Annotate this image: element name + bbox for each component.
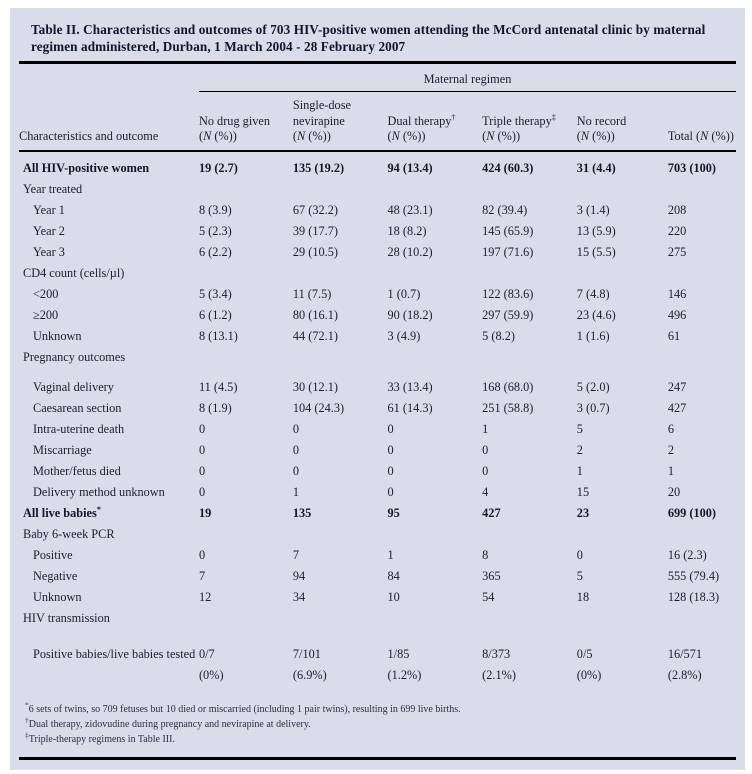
cell: 703 (100) [667, 160, 716, 175]
table-title: Table II. Characteristics and outcomes of 703 HIV-positive women attending the McCord antenatal clinic by maternal regimen administered, Durban, 1 March 2004 - 28 February 2007 [31, 22, 706, 54]
cell: 16/571 [667, 646, 703, 661]
cell: 12 [198, 589, 212, 604]
cell [482, 608, 577, 629]
n-pct-label: (N (%)) [482, 129, 521, 143]
row-label: Pregnancy outcomes [23, 349, 126, 364]
cell: 48 (23.1) [387, 202, 433, 217]
cell: 5 (3.4) [198, 286, 232, 301]
row-label: Caesarean section [33, 400, 122, 415]
table-row [19, 587, 736, 608]
table-row [19, 242, 736, 263]
cell [577, 524, 668, 545]
row-label: Year 2 [33, 223, 65, 238]
cell: 7 (4.8) [576, 286, 610, 301]
double-dagger-mark: ‡ [551, 111, 556, 122]
cell: 0 [387, 484, 394, 499]
cell: 0 [482, 463, 489, 478]
cell [388, 524, 483, 545]
row-label: Miscarriage [33, 442, 92, 457]
col-header-characteristics: Characteristics and outcome [19, 92, 199, 151]
cell: 6 [667, 421, 674, 436]
cell: 220 [667, 223, 687, 238]
cell [668, 524, 736, 545]
cell: 1/85 [387, 646, 410, 661]
cell [293, 263, 388, 284]
cell [577, 263, 668, 284]
cell: 251 (58.8) [482, 400, 534, 415]
cell: 28 (10.2) [387, 244, 433, 259]
cell: 5 [576, 421, 583, 436]
footnote: †Dual therapy, zidovudine during pregnancy and nevirapine at delivery. [25, 715, 311, 730]
cell: 95 [387, 505, 400, 520]
maternal-regimen-header: Maternal regimen [199, 64, 736, 92]
row-label: Negative [33, 568, 78, 583]
cell: 145 (65.9) [482, 223, 534, 238]
cell: 5 [576, 568, 583, 583]
cell: 31 (4.4) [576, 160, 616, 175]
table-row [19, 419, 736, 440]
cell: 427 [482, 505, 501, 520]
cell: 8 (13.1) [198, 328, 238, 343]
cell [199, 608, 293, 629]
row-label: Unknown [33, 589, 82, 604]
cell [293, 524, 388, 545]
cell [388, 263, 483, 284]
col-header-dual-therapy: Dual therapy† (N (%)) [388, 92, 483, 151]
cell: 1 [667, 463, 674, 478]
cell: 20 [667, 484, 681, 499]
cell: 19 [198, 505, 212, 520]
cell: 555 (79.4) [667, 568, 720, 583]
cell: 18 (8.2) [387, 223, 427, 238]
cell: 496 [667, 307, 687, 322]
cell: 0 [576, 547, 583, 562]
cell: 0 [198, 547, 206, 562]
table-row [19, 608, 736, 629]
cell: (2.8%) [667, 667, 702, 682]
cell: 18 [576, 589, 590, 604]
col-header-no-drug: No drug given (N (%)) [199, 92, 293, 151]
table-row [19, 347, 736, 368]
row-label: Vaginal delivery [33, 379, 114, 394]
cell: 6 (2.2) [198, 244, 232, 259]
row-label: Year 1 [33, 202, 65, 217]
cell: 84 [387, 568, 400, 583]
footnotes [19, 686, 736, 747]
cell: 6 (1.2) [198, 307, 232, 322]
cell [668, 179, 736, 200]
col-header-no-record: No record (N (%)) [577, 92, 668, 151]
col-header-total [668, 92, 736, 151]
cell: 1 [387, 547, 394, 562]
col-header-triple-therapy: Triple therapy‡ (N (%)) [482, 92, 577, 151]
cell: 427 [667, 400, 687, 415]
cell: 1 [576, 463, 583, 478]
n-pct-label: (N (%)) [387, 129, 426, 143]
cell: 424 (60.3) [482, 160, 534, 175]
row-label: Year treated [23, 181, 83, 196]
cell: 30 (12.1) [292, 379, 338, 394]
cell: 2 [576, 442, 583, 457]
footnote: *6 sets of twins, so 709 fetuses but 10 died or miscarried (including 1 pair twins), resulting in 699 live births. [25, 700, 461, 715]
cell [388, 179, 483, 200]
cell: (0%) [198, 667, 224, 682]
table-row [19, 179, 736, 200]
cell [668, 608, 736, 629]
cell [577, 608, 668, 629]
data-table [19, 64, 736, 686]
cell [482, 524, 577, 545]
cell: 10 [387, 589, 400, 604]
cell: 146 [667, 286, 687, 301]
span-header-row [19, 64, 736, 92]
n-pct-label: (N (%)) [292, 129, 331, 143]
cell: 11 (4.5) [198, 379, 238, 394]
total-label: Total (N (%)) [667, 129, 734, 143]
cell: 8 (3.9) [198, 202, 232, 217]
cell: 16 (2.3) [667, 547, 707, 562]
cell: 2 [667, 442, 674, 457]
cell [293, 347, 388, 368]
table-row [19, 461, 736, 482]
row-label: CD4 count (cells/µl) [23, 265, 125, 280]
cell: (1.2%) [387, 667, 422, 682]
cell: 3 (0.7) [576, 400, 610, 415]
cell: 275 [667, 244, 687, 259]
column-header-row [19, 92, 736, 151]
row-label: ≥200 [33, 307, 59, 322]
cell: 4 [482, 484, 489, 499]
cell: 135 (19.2) [292, 160, 345, 175]
row-label: Positive [33, 547, 73, 562]
cell: 0 [198, 421, 206, 436]
table-row [19, 629, 736, 665]
table-row [19, 326, 736, 347]
row-label: <200 [33, 286, 59, 301]
cell: 0 [198, 484, 206, 499]
table-row [19, 440, 736, 461]
cell: 61 (14.3) [387, 400, 433, 415]
table-row [19, 221, 736, 242]
cell: 365 [482, 568, 501, 583]
cell [482, 179, 577, 200]
cell: (0%) [576, 667, 602, 682]
row-label: Positive babies/live babies tested [33, 646, 196, 661]
cell: 135 [292, 505, 312, 520]
cell: 3 (4.9) [387, 328, 421, 343]
row-label: All live babies* [23, 503, 102, 520]
cell: 15 [576, 484, 590, 499]
cell [199, 263, 293, 284]
cell [199, 179, 293, 200]
cell: 13 (5.9) [576, 223, 616, 238]
cell: 5 (2.0) [576, 379, 610, 394]
cell: 82 (39.4) [482, 202, 528, 217]
cell: 39 (17.7) [292, 223, 338, 238]
row-label: Unknown [33, 328, 82, 343]
cell [388, 608, 483, 629]
cell: 0/7 [198, 646, 215, 661]
cell: 0 [292, 421, 300, 436]
cell: 67 (32.2) [292, 202, 338, 217]
cell [668, 347, 736, 368]
cell: 5 (2.3) [198, 223, 232, 238]
cell: 0 [482, 442, 489, 457]
footnote: ‡Triple-therapy regimens in Table III. [25, 730, 175, 745]
cell: 15 (5.5) [576, 244, 616, 259]
cell: 168 (68.0) [482, 379, 534, 394]
cell: 80 (16.1) [292, 307, 338, 322]
cell: 0 [292, 463, 300, 478]
row-label: Baby 6-week PCR [23, 526, 115, 541]
cell: 90 (18.2) [387, 307, 433, 322]
cell: 122 (83.6) [482, 286, 534, 301]
cell: 0 [387, 421, 394, 436]
cell: 8 [482, 547, 489, 562]
cell [293, 179, 388, 200]
cell: 23 (4.6) [576, 307, 616, 322]
table-row [19, 305, 736, 326]
cell: 208 [667, 202, 687, 217]
bottom-rule [19, 757, 736, 760]
cell: 0 [292, 442, 300, 457]
cell [482, 263, 577, 284]
cell: 5 (8.2) [482, 328, 515, 343]
cell: 7/101 [292, 646, 321, 661]
table-row [19, 524, 736, 545]
n-pct-label: (N (%)) [576, 129, 615, 143]
cell [668, 263, 736, 284]
cell [577, 179, 668, 200]
row-label: Mother/fetus died [33, 463, 121, 478]
cell: 7 [198, 568, 206, 583]
cell: 8/373 [482, 646, 511, 661]
cell: 94 [292, 568, 306, 583]
table-row [19, 482, 736, 503]
row-label: HIV transmission [23, 610, 110, 625]
cell [199, 347, 293, 368]
cell: 29 (10.5) [292, 244, 338, 259]
cell: 0 [198, 442, 206, 457]
cell: 0 [387, 463, 394, 478]
table-row [19, 368, 736, 398]
row-label: Delivery method unknown [33, 484, 165, 499]
cell: 0 [387, 442, 394, 457]
table-row [19, 566, 736, 587]
cell [199, 524, 293, 545]
cell [388, 347, 483, 368]
cell: 0 [198, 463, 206, 478]
cell: 34 [292, 589, 306, 604]
cell: 94 (13.4) [387, 160, 433, 175]
table-panel [10, 8, 745, 770]
cell: 247 [667, 379, 687, 394]
table-row [19, 665, 736, 686]
cell: 11 (7.5) [292, 286, 332, 301]
cell: 33 (13.4) [387, 379, 433, 394]
row-label: All HIV-positive women [23, 160, 150, 175]
table-row [19, 284, 736, 305]
row-label [19, 665, 199, 686]
cell [577, 347, 668, 368]
cell: (2.1%) [482, 667, 516, 682]
cell: 44 (72.1) [292, 328, 338, 343]
cell: 1 [482, 421, 489, 436]
dagger-mark: † [451, 111, 456, 122]
cell: 297 (59.9) [482, 307, 534, 322]
cell: (6.9%) [292, 667, 327, 682]
table-row [19, 200, 736, 221]
table-row [19, 263, 736, 284]
table-row [19, 398, 736, 419]
cell: 61 [667, 328, 681, 343]
row-label: Intra-uterine death [33, 421, 125, 436]
col-header-single-dose-nevirapine: Single-dose nevirapine (N (%)) [293, 92, 388, 151]
cell: 1 [292, 484, 300, 499]
cell: 699 (100) [667, 505, 716, 520]
cell: 1 (1.6) [576, 328, 610, 343]
table-body [19, 151, 736, 686]
n-pct-label: (N (%)) [198, 129, 237, 143]
cell: 54 [482, 589, 495, 604]
cell: 19 (2.7) [198, 160, 238, 175]
cell: 197 (71.6) [482, 244, 534, 259]
cell: 23 [576, 505, 590, 520]
table-row [19, 151, 736, 179]
cell: 104 (24.3) [292, 400, 345, 415]
cell: 128 (18.3) [667, 589, 720, 604]
table-row [19, 503, 736, 524]
cell: 8 (1.9) [198, 400, 232, 415]
span-header-spacer [19, 64, 199, 92]
row-label: Year 3 [33, 244, 65, 259]
cell: 7 [292, 547, 300, 562]
cell: 0/5 [576, 646, 593, 661]
cell [293, 608, 388, 629]
table-row [19, 545, 736, 566]
cell: 3 (1.4) [576, 202, 610, 217]
cell [482, 347, 577, 368]
cell: 1 (0.7) [387, 286, 421, 301]
